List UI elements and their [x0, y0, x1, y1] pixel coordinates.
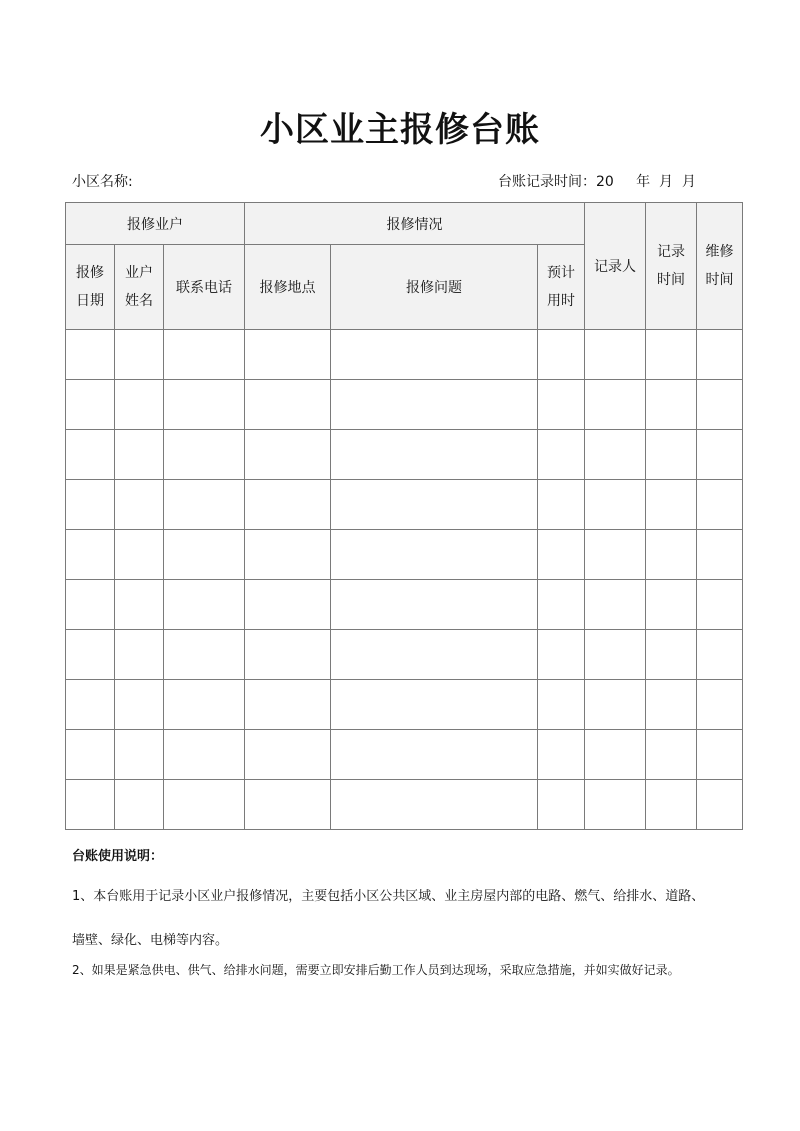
header-phone: 联系电话 [164, 245, 245, 330]
header-repair-time-line-1: 维修 [705, 244, 734, 260]
header-est-duration-line-2: 用时 [547, 293, 575, 309]
record-time-label: 台账记录时间：20 年 月 月 [498, 174, 696, 190]
cell-record-time[interactable] [646, 730, 697, 780]
cell-phone[interactable] [164, 380, 245, 430]
header-repair-date [66, 245, 115, 330]
header-group-owner: 报修业户 [66, 203, 245, 245]
cell-recorder[interactable] [585, 480, 646, 530]
header-est-duration-line-1: 预计 [547, 265, 575, 281]
cell-repair-time[interactable] [697, 380, 743, 430]
cell-recorder[interactable] [585, 680, 646, 730]
table-row [66, 630, 743, 680]
cell-phone[interactable] [164, 430, 245, 480]
cell-owner-name[interactable] [115, 580, 164, 630]
cell-location[interactable] [245, 480, 331, 530]
cell-repair-time[interactable] [697, 480, 743, 530]
cell-owner-name[interactable] [115, 680, 164, 730]
header-location: 报修地点 [245, 245, 331, 330]
cell-owner-name[interactable] [115, 530, 164, 580]
cell-issue[interactable] [331, 530, 538, 580]
cell-repair-date[interactable] [66, 680, 115, 730]
cell-owner-name[interactable] [115, 380, 164, 430]
notes-title: 台账使用说明： [72, 849, 164, 864]
cell-recorder[interactable] [585, 730, 646, 780]
cell-issue[interactable] [331, 380, 538, 430]
table-row [66, 680, 743, 730]
header-est-duration [538, 245, 585, 330]
cell-repair-time[interactable] [697, 430, 743, 480]
cell-location[interactable] [245, 680, 331, 730]
cell-repair-date[interactable] [66, 330, 115, 380]
cell-owner-name[interactable] [115, 430, 164, 480]
cell-est-duration[interactable] [538, 480, 585, 530]
cell-est-duration[interactable] [538, 780, 585, 830]
cell-repair-time[interactable] [697, 330, 743, 380]
cell-repair-date[interactable] [66, 480, 115, 530]
cell-recorder[interactable] [585, 630, 646, 680]
cell-repair-time[interactable] [697, 780, 743, 830]
cell-location[interactable] [245, 430, 331, 480]
cell-phone[interactable] [164, 330, 245, 380]
cell-recorder[interactable] [585, 780, 646, 830]
cell-issue[interactable] [331, 730, 538, 780]
cell-record-time[interactable] [646, 380, 697, 430]
cell-phone[interactable] [164, 480, 245, 530]
cell-issue[interactable] [331, 780, 538, 830]
cell-repair-time[interactable] [697, 530, 743, 580]
cell-location[interactable] [245, 580, 331, 630]
cell-record-time[interactable] [646, 630, 697, 680]
header-repair-date-line-2: 日期 [76, 293, 104, 309]
cell-issue[interactable] [331, 480, 538, 530]
cell-owner-name[interactable] [115, 330, 164, 380]
cell-phone[interactable] [164, 730, 245, 780]
cell-location[interactable] [245, 780, 331, 830]
cell-owner-name[interactable] [115, 780, 164, 830]
table-header-row-1 [66, 203, 743, 245]
cell-repair-date[interactable] [66, 630, 115, 680]
cell-phone[interactable] [164, 530, 245, 580]
cell-recorder[interactable] [585, 380, 646, 430]
cell-location[interactable] [245, 330, 331, 380]
table-row [66, 330, 743, 380]
cell-est-duration[interactable] [538, 530, 585, 580]
cell-record-time[interactable] [646, 530, 697, 580]
header-issue: 报修问题 [331, 245, 538, 330]
document-title: 小区业主报修台账 [260, 110, 540, 150]
cell-record-time[interactable] [646, 780, 697, 830]
header-owner-name-line-1: 业户 [125, 265, 153, 281]
table-row [66, 780, 743, 830]
cell-record-time[interactable] [646, 330, 697, 380]
cell-est-duration[interactable] [538, 330, 585, 380]
note-2: 2、如果是紧急供电、供气、给排水问题，需要立即安排后勤工作人员到达现场，采取应急措施，并如实做好记录。 [72, 963, 680, 977]
cell-recorder[interactable] [585, 530, 646, 580]
cell-issue[interactable] [331, 630, 538, 680]
cell-est-duration[interactable] [538, 580, 585, 630]
cell-record-time[interactable] [646, 580, 697, 630]
cell-repair-date[interactable] [66, 380, 115, 430]
cell-repair-date[interactable] [66, 580, 115, 630]
cell-est-duration[interactable] [538, 680, 585, 730]
table-row [66, 380, 743, 430]
header-repair-time-line-2: 时间 [705, 272, 734, 288]
cell-phone[interactable] [164, 780, 245, 830]
cell-phone[interactable] [164, 580, 245, 630]
header-record-time [646, 203, 697, 330]
repair-ledger-table [65, 202, 743, 830]
header-group-repair: 报修情况 [245, 203, 585, 245]
cell-owner-name[interactable] [115, 630, 164, 680]
cell-repair-date[interactable] [66, 430, 115, 480]
cell-est-duration[interactable] [538, 630, 585, 680]
cell-record-time[interactable] [646, 430, 697, 480]
cell-est-duration[interactable] [538, 430, 585, 480]
note-1-line-2: 墙壁、绿化、电梯等内容。 [72, 933, 229, 948]
cell-issue[interactable] [331, 580, 538, 630]
cell-phone[interactable] [164, 630, 245, 680]
header-recorder: 记录人 [585, 203, 646, 330]
table-row [66, 430, 743, 480]
cell-owner-name[interactable] [115, 730, 164, 780]
cell-issue[interactable] [331, 680, 538, 730]
cell-issue[interactable] [331, 430, 538, 480]
cell-location[interactable] [245, 630, 331, 680]
table-row [66, 730, 743, 780]
cell-recorder[interactable] [585, 580, 646, 630]
cell-location[interactable] [245, 730, 331, 780]
cell-repair-time[interactable] [697, 730, 743, 780]
cell-repair-time[interactable] [697, 630, 743, 680]
table-row [66, 480, 743, 530]
header-repair-date-line-1: 报修 [76, 265, 104, 281]
cell-est-duration[interactable] [538, 730, 585, 780]
cell-record-time[interactable] [646, 480, 697, 530]
table-row [66, 530, 743, 580]
cell-repair-date[interactable] [66, 780, 115, 830]
cell-location[interactable] [245, 530, 331, 580]
cell-location[interactable] [245, 380, 331, 430]
cell-repair-time[interactable] [697, 680, 743, 730]
header-owner-name-line-2: 姓名 [125, 293, 153, 309]
header-record-time-line-1: 记录 [657, 244, 685, 260]
cell-recorder[interactable] [585, 430, 646, 480]
community-name-label: 小区名称: [72, 174, 133, 190]
cell-recorder[interactable] [585, 330, 646, 380]
cell-record-time[interactable] [646, 680, 697, 730]
cell-repair-date[interactable] [66, 730, 115, 780]
cell-est-duration[interactable] [538, 380, 585, 430]
cell-phone[interactable] [164, 680, 245, 730]
table-row [66, 580, 743, 630]
cell-issue[interactable] [331, 330, 538, 380]
header-record-time-line-2: 时间 [657, 272, 685, 288]
cell-repair-time[interactable] [697, 580, 743, 630]
header-owner-name [115, 245, 164, 330]
header-repair-time [697, 203, 743, 330]
cell-repair-date[interactable] [66, 530, 115, 580]
note-1-line-1: 1、本台账用于记录小区业户报修情况，主要包括小区公共区域、业主房屋内部的电路、燃气、给排水、道路、 [72, 889, 705, 904]
cell-owner-name[interactable] [115, 480, 164, 530]
